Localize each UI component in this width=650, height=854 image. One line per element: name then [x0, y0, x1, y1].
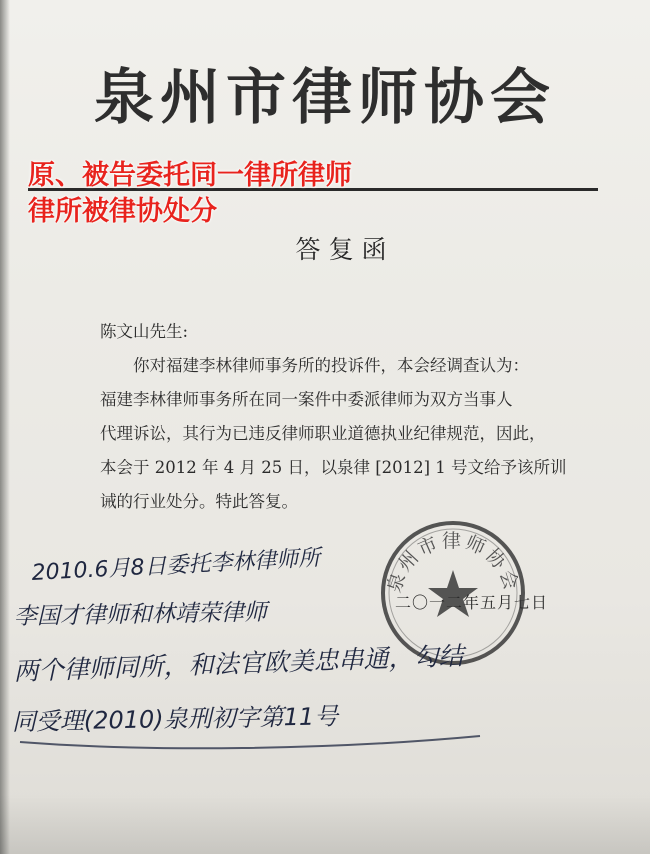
handwriting-line-3: 两个律师同所，和法官欧美忠串通，勾结: [13, 641, 464, 686]
issue-date: 二〇一二年五月七日: [395, 593, 549, 612]
paragraph-line-4: 本会于 2012 年 4 月 25 日，以泉律 [2012] 1 号文给予该所训: [100, 458, 567, 477]
letterhead-title: 泉州市律师协会: [94, 63, 556, 133]
handwriting-underline: [20, 736, 480, 748]
paragraph-line-1: 你对福建李林律师事务所的投诉件，本会经调查认为：: [133, 356, 529, 375]
headline-line-1: 原、被告委托同一律所律师: [28, 160, 352, 191]
handwriting-line-1: 2010.6月8日委托李林律师所: [31, 545, 321, 586]
paragraph-line-2: 福建李林律师事务所在同一案件中委派律师为双方当事人: [100, 390, 513, 409]
handwriting-line-2: 李国才律师和林靖荣律师: [13, 599, 268, 630]
headline-line-2: 律所被律协处分: [28, 196, 217, 227]
paragraph-line-3: 代理诉讼，其行为已违反律师职业道德执业纪律规范，因此，: [100, 424, 546, 443]
paragraph-line-5: 诫的行业处分。特此答复。: [100, 492, 298, 511]
handwriting-line-4: 同受理(2010)泉刑初字第11号: [11, 702, 339, 736]
document-title: 答复函: [295, 235, 395, 264]
salutation: 陈文山先生:: [100, 322, 189, 341]
seal-text: 泉州市律师协会: [383, 530, 523, 596]
